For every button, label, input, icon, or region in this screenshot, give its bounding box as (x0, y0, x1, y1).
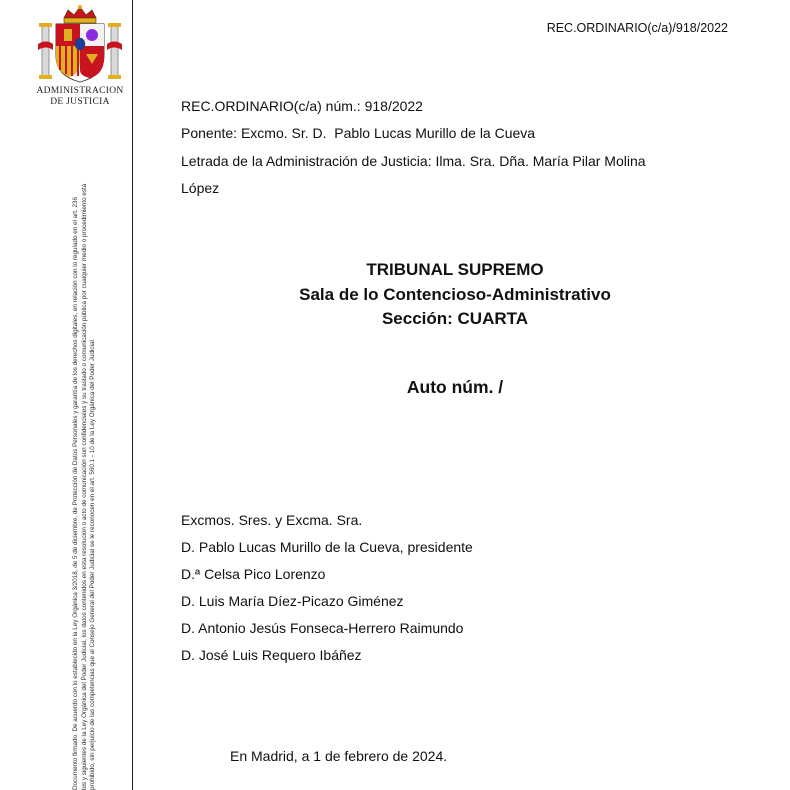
judge-name: D. Antonio Jesús Fonseca-Herrero Raimundo (181, 620, 464, 637)
side-note-line-2: bis y siguientes de la Ley Orgánica del Poder Judicial, los datos contenidos en esta resolución o acto de comunicación son confidenciales y su traslado o comunicación pública por cualquier medio o procedimiento está (80, 183, 88, 790)
judges-list (181, 507, 473, 670)
side-note-line-3: prohibido, sin perjuicio de las competencias que al Consejo General del Poder Judicial se le reconocen en el art. 560.1 - 10 de la Ley Orgánica del Poder Judicial. (89, 338, 97, 790)
ponente-line: Ponente: Excmo. Sr. D. Pablo Lucas Murillo de la Cueva (181, 125, 536, 142)
coat-of-arms-icon (34, 4, 126, 86)
chamber-name: Sala de lo Contencioso-Administrativo (299, 284, 611, 304)
judges-intro: Excmos. Sres. y Excma. Sra. (181, 512, 363, 528)
coat-of-arms-logo (34, 4, 126, 119)
logo-line-2: DE JUSTICIA (50, 97, 110, 107)
judge-name: D. José Luis Requero Ibáñez (181, 647, 362, 664)
side-note-line-1: Documento firmado. De acuerdo con lo establecido en la Ley Orgánica 3/2018, de 5 de diciembre, de Protección de Datos Personales y garantía de los derechos digitales, en relación con lo regulado en el art. 236 (72, 197, 79, 790)
side-legal-note (72, 160, 98, 790)
logo-line-1: ADMINISTRACION (36, 86, 124, 96)
recurso-line: REC.ORDINARIO(c/a) núm.: 918/2022 (181, 98, 423, 114)
court-name: TRIBUNAL SUPREMO (366, 260, 544, 279)
court-heading (181, 258, 729, 332)
header-reference: REC.ORDINARIO(c/a)/918/2022 (546, 21, 728, 35)
section-name: Sección: CUARTA (381, 309, 529, 328)
letrada-line-2: López (181, 179, 220, 196)
case-metadata (181, 93, 721, 202)
auto-title: Auto núm. / (406, 377, 504, 397)
judge-name: D. Luis María Díez-Picazo Giménez (181, 593, 404, 610)
judge-name: D.ª Celsa Pico Lorenzo (181, 566, 326, 583)
margin-divider (132, 0, 133, 790)
place-date: En Madrid, a 1 de febrero de 2024. (230, 748, 448, 764)
letrada-line-1: Letrada de la Administración de Justicia: Ilma. Sra. Dña. María Pilar Molina (181, 152, 646, 169)
judge-name: D. Pablo Lucas Murillo de la Cueva, presidente (181, 539, 473, 556)
